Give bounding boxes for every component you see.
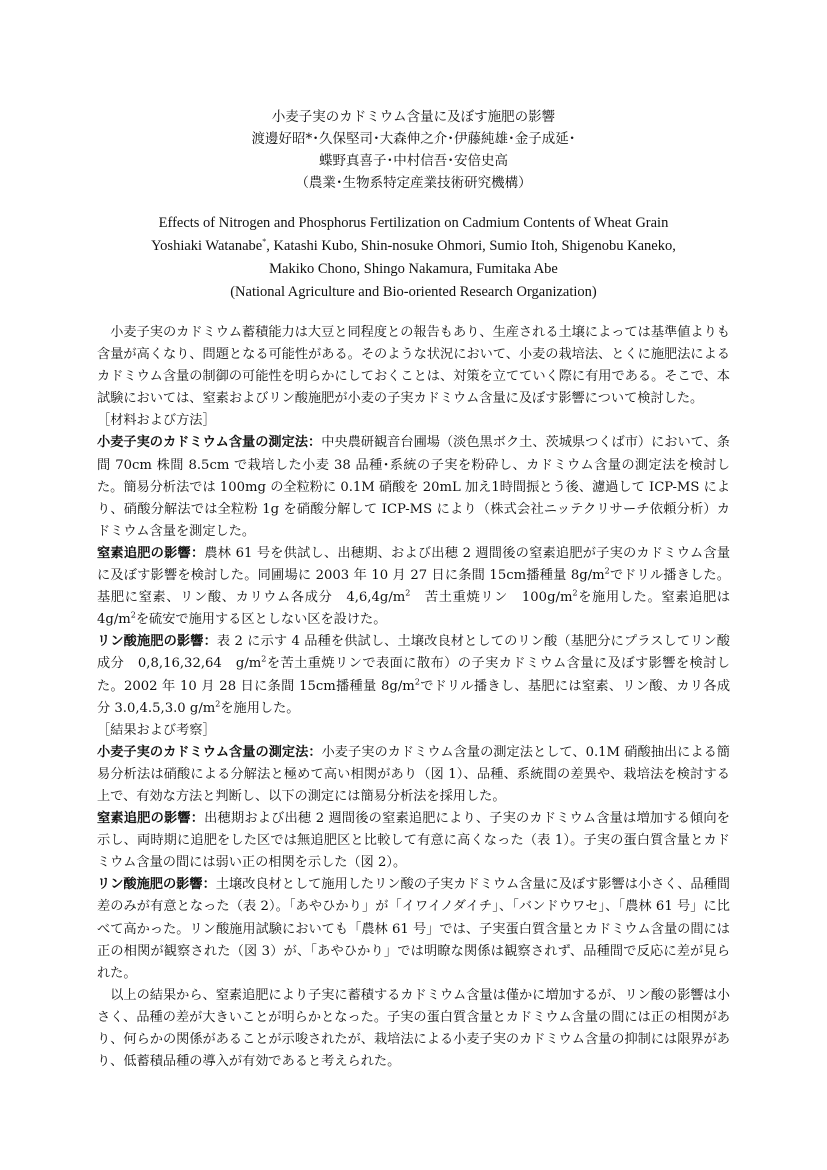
header-spacer <box>97 194 730 212</box>
methods-measurement-lead: 小麦子実のカドミウム含量の測定法： <box>97 435 322 451</box>
superscript-2: 2 <box>604 566 610 576</box>
title-english: Effects of Nitrogen and Phosphorus Fertilization on Cadmium Contents of Wheat Grain <box>158 215 669 231</box>
superscript-2: 2 <box>572 588 578 598</box>
title-japanese: 小麦子実のカドミウム含量に及ぼす施肥の影響 <box>271 109 556 125</box>
methods-phosphate-lead: リン酸施肥の影響： <box>97 634 217 650</box>
section-heading-methods: ［材料および方法］ <box>97 413 216 429</box>
results-nitrogen-text: 出穂期および出穂 2 週間後の窒素追肥により、子実のカドミウム含量は増加する傾向を示し、両時期に追肥をした区では無追肥区と比較して有意に高くなった（表 1）。子実の蛋白質含量とカドミウム含量の間には弱い正の相関を示した（図 2）。 <box>97 811 730 871</box>
paper-page <box>97 106 730 1073</box>
methods-nitrogen-text-d: を施用した。窒素追肥は 4g/m <box>97 590 731 628</box>
methods-phosphate-text-c: でドリル播きし、基肥には窒素、リン酸、カリ各成分 3.0,4.5,3.0 g/m <box>97 678 731 716</box>
co-authors-english: , Katashi Kubo, Shin-nosuke Ohmori, Sumio Itoh, Shigenobu Kaneko, <box>266 238 676 254</box>
methods-nitrogen-text-a: 農林 61 号を供試し、出穂期、および出穂 2 週間後の窒素追肥が子実のカドミウム含量に及ぼす影響を検討した。同圃場に 2003 年 10 月 27 日に条間 15cm播種量 8g/m <box>97 545 731 584</box>
superscript-2: 2 <box>414 677 420 687</box>
methods-paragraph-nitrogen <box>97 543 730 631</box>
affiliation-english: (National Agriculture and Bio-oriented Research Organization) <box>230 284 597 300</box>
authors-japanese-line-2: 蝶野真喜子･中村信吾･安倍史高 <box>319 153 508 169</box>
superscript-2: 2 <box>405 588 411 598</box>
affiliation-japanese: （農業･生物系特定産業技術研究機構） <box>295 175 532 191</box>
authors-japanese-line-1: 渡邊好昭*･久保堅司･大森伸之介･伊藤純雄･金子成延･ <box>251 131 576 147</box>
methods-phosphate-text-d: を施用した。 <box>220 700 300 716</box>
methods-nitrogen-text-e: を硫安で施用する区としない区を設けた。 <box>135 612 387 628</box>
results-measurement-text: 小麦子実のカドミウム含量の測定法として、0.1M 硝酸抽出による簡易分析法は硝酸による分解法と極めて高い相関があり（図 1）、品種、系統間の差異や、栽培法を検討する上で、有効な方法と判断し、以下の測定には簡易分析法を採用した。 <box>97 744 730 804</box>
body-spacer <box>97 304 730 322</box>
methods-paragraph-measurement <box>97 432 730 542</box>
results-phosphate-text: 土壌改良材として施用したリン酸の子実カドミウム含量に及ぼす影響は小さく、品種間差のみが有意となった（表 2）。「あやひかり」が「イワイノダイチ」、「バンドウワセ」、「農林 61 号」に比べて高かった。リン酸施用試験においても「農林 61 号」では、子実蛋白質含量とカドミウム含量の間には正の相関が観察された（図 3）が、「あやひかり」では明瞭な関係は観察されず、品種間で反応に差が見られた。 <box>97 877 730 981</box>
header-block <box>97 106 730 304</box>
results-measurement-lead: 小麦子実のカドミウム含量の測定法： <box>97 744 322 760</box>
results-nitrogen-lead: 窒素追肥の影響： <box>97 811 205 827</box>
methods-paragraph-phosphate <box>97 631 730 719</box>
methods-phosphate-text-a: 表 2 に示す 4 品種を供試し、土壌改良材としてのリン酸（基肥分にプラスしてリン酸成分 0,8,16,32,64 g/m <box>97 634 730 672</box>
methods-nitrogen-lead: 窒素追肥の影響： <box>97 545 205 561</box>
results-paragraph-measurement <box>97 742 730 808</box>
superscript-2: 2 <box>130 610 136 620</box>
conclusion-paragraph: 以上の結果から、窒素追肥により子実に蓄積するカドミウム含量は僅かに増加するが、リン酸の影響は小さく、品種の差が大きいことが明らかとなった。子実の蛋白質含量とカドミウム含量の間には正の相関があり、何らかの関係があることが示唆されたが、栽培法による小麦子実のカドミウム含量の抑制には限界があり、低蓄積品種の導入が有効であると考えられた。 <box>97 987 730 1070</box>
section-heading-results: ［結果および考察］ <box>97 722 216 738</box>
authors-english-line-2: Makiko Chono, Shingo Nakamura, Fumitaka Abe <box>269 261 558 277</box>
superscript-2: 2 <box>261 655 267 665</box>
intro-paragraph: 小麦子実のカドミウム蓄積能力は大豆と同程度との報告もあり、生産される土壌によっては基準値よりも含量が高くなり、問題となる可能性がある。そのような状況において、小麦の栽培法、とくに施肥法によるカドミウム含量の制御の可能性を明らかにしておくことは、対策を立てていく際に有用である。そこで、本試験においては、窒素およびリン酸施肥が小麦の子実カドミウム含量に及ぼす影響について検討した。 <box>97 325 730 407</box>
results-paragraph-phosphate <box>97 874 730 984</box>
results-phosphate-lead: リン酸施肥の影響： <box>97 877 216 893</box>
first-author-english: Yoshiaki Watanabe <box>151 238 263 254</box>
methods-measurement-text: 中央農研観音台圃場（淡色黒ボク土、茨城県つくば市）において、条間 70cm 株間 8.5cm で栽培した小麦 38 品種･系統の子実を粉砕し、カドミウム含量の測定法を検討した。簡易分析法では 100mg の全粒粉に 0.1M 硝酸を 20mL 加え1時間振とう後、濾過して ICP-MS により、硝酸分解法では全粒粉 1g を硝酸分解して ICP-MS により（株式会社ニッテクリサーチ依頼分析）カドミウム含量を測定した。 <box>97 435 731 539</box>
methods-nitrogen-text-b: でドリル播きした。基肥に窒素、リン酸、カリウム各成分 4,6,4g/m <box>97 568 730 606</box>
corresponding-author-mark: * <box>262 237 267 247</box>
results-paragraph-nitrogen <box>97 808 730 874</box>
methods-phosphate-text-b: を苦土重焼リンで表面に散布）の子実カドミウム含量に及ぼす影響を検討した。2002 年 10 月 28 日に条間 15cm播種量 8g/m <box>97 656 730 694</box>
methods-nitrogen-text-c: 苦土重焼リン 100g/m <box>410 590 573 606</box>
authors-english-line-1 <box>97 235 730 258</box>
superscript-2: 2 <box>215 699 221 709</box>
